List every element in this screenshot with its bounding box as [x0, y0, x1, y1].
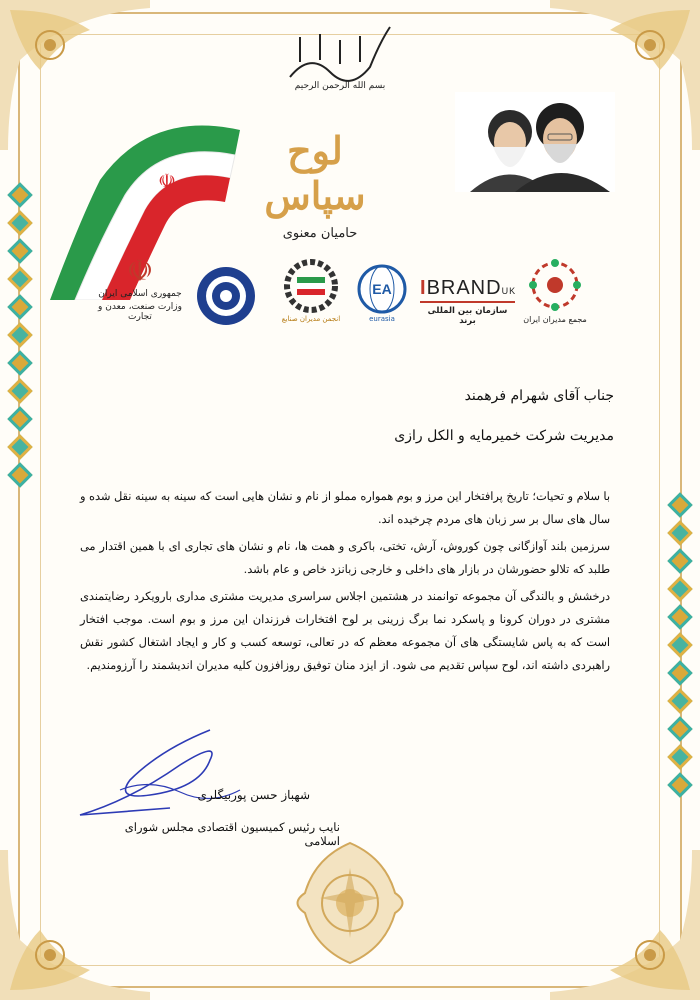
sponsor-logo-ministry — [90, 255, 190, 322]
recipient-name: جناب آقای شهرام فرهمند — [464, 388, 614, 404]
sponsor-name: مجمع مدیران ایران — [523, 315, 587, 324]
certificate-title: لوح سپاس — [264, 128, 366, 218]
bismillah-text: بسم الله الرحمن الرحیم — [294, 81, 386, 91]
sponsors-label: حامیان معنوی — [282, 226, 358, 241]
chamber-seal-icon — [195, 265, 257, 327]
recipient-company: مدیریت شرکت خمیرمایه و الکل رازی — [394, 428, 614, 444]
ea-sub: eurasia — [369, 315, 395, 323]
right-side-ornament — [668, 490, 692, 804]
body-paragraph-1: با سلام و تحیات؛ تاریخ پرافتخار این مرز و بوم همواره مملو از نام و نشان هایی است که سینه به سینه نقل شده و سال های سال بر سر زبان های مردم چرخیده اند. — [80, 490, 610, 526]
sponsor-logos — [90, 255, 600, 345]
left-side-ornament — [8, 180, 32, 494]
sponsor-logo-managers-association — [515, 255, 595, 324]
signatory-title: نایب رئیس کمیسیون اقتصادی مجلس شورای اسلامی — [124, 820, 340, 848]
sponsor-name: سازمان بین المللی برند — [427, 306, 508, 326]
body-paragraph-3: درخشش و بالندگی آن مجموعه توانمند در هشتمین اجلاس سراسری مدیریت مشتری مداری بارویکرد رضایتمندی مشتری در دوران کرونا و پاسکرد نما برگ زرینی بر لوح افتخارات فرزندان این مرز و بوم است. موجب افتخار است که به پاس شایستگی های آن مجموعه معظم که در تعالی، توسعه کسب و کار و ایجاد اشتغال کشور نقش راهبردی داشته اند، لوح سپاس تقدیم می شود. از ایزد منان توفیق روزافزون کلیه مدیران اندیشمند را آرزومندیم. — [80, 590, 610, 672]
bottom-left-corner-ornament — [0, 850, 150, 1000]
ea-text: EA — [372, 281, 392, 297]
bottom-right-corner-ornament — [550, 850, 700, 1000]
body-paragraph-2: سرزمین بلند آوازگانی چون کوروش، آرش، تختی، باکری و همت ها، نام و نشان های تجاری ای با همین اقتدار می طلبد که تلالو حضورشان در بازار های داخلی و خارجی زبانزد خاص و عام باشد. — [80, 540, 610, 576]
gear-flag-icon — [280, 255, 342, 325]
sponsor-logo-ea — [352, 263, 412, 323]
handwritten-signature — [60, 720, 260, 830]
brand-text: BRAND — [426, 277, 502, 299]
bismillah-calligraphy — [280, 22, 400, 92]
svg-text:☫: ☫ — [158, 169, 176, 193]
sponsor-logo-chamber-of-commerce — [195, 265, 265, 331]
signatory-name: شهباز حسن پوربیگلری — [197, 788, 310, 802]
sponsor-sub: وزارت صنعت، معدن و تجارت — [98, 302, 182, 322]
sponsor-logo-industry-managers — [280, 255, 342, 329]
certificate-body — [80, 485, 610, 681]
ea-globe-icon — [356, 263, 408, 315]
sponsor-logo-brand-uk: IBRANDUK سازمان بین المللی برند — [420, 277, 517, 326]
sponsor-name: جمهوری اسلامی ایران — [98, 289, 182, 299]
star-pattern-icon — [525, 255, 585, 315]
leaders-portrait-image — [455, 92, 615, 192]
bottom-medallion-ornament — [285, 838, 415, 968]
iran-emblem-icon: ☫ — [126, 254, 154, 289]
sponsor-name: انجمن مدیران صنایع — [281, 315, 341, 323]
brand-suffix: UK — [501, 286, 517, 296]
